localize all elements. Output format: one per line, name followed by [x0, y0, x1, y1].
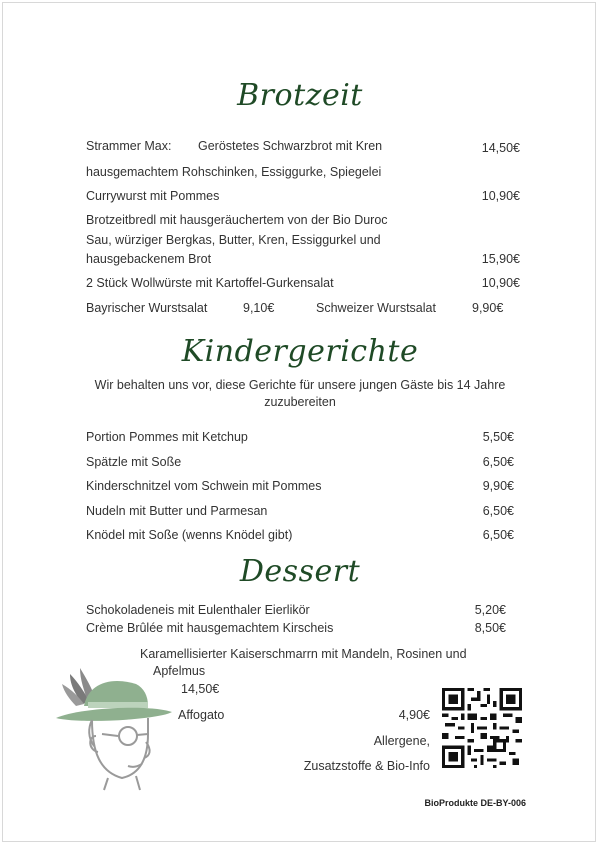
kinder-item-name: Nudeln mit Butter und Parmesan — [86, 504, 268, 518]
kinder-item-price: 9,90€ — [482, 479, 514, 493]
bayrischer-wurstsalat-price: 9,10€ — [243, 301, 275, 315]
affogato-name: Affogato — [178, 708, 225, 722]
schweizer-wurstsalat-name: Schweizer Wurstsalat — [316, 301, 436, 315]
bayrischer-wurstsalat-name: Bayrischer Wurstsalat — [86, 301, 208, 315]
brotzeitbredl-price: 15,90€ — [481, 252, 520, 266]
section-title-kindergerichte: Kindergerichte — [181, 334, 419, 369]
kinder-item-name: Spätzle mit Soße — [86, 455, 182, 469]
kinder-item-name: Kinderschnitzel vom Schwein mit Pommes — [86, 479, 322, 493]
man-with-hat-logo — [48, 662, 176, 792]
currywurst-price: 10,90€ — [481, 189, 520, 203]
strammer-max-desc: Geröstetes Schwarzbrot mit Kren — [198, 139, 383, 153]
allergene-link-line1[interactable]: Allergene, — [373, 734, 430, 748]
allergene-link-line2[interactable]: Zusatzstoffe & Bio-Info — [303, 759, 430, 773]
kinder-item-price: 6,50€ — [482, 504, 514, 518]
wollwurst-price: 10,90€ — [481, 276, 520, 290]
schokoladeneis-name: Schokoladeneis mit Eulenthaler Eierlikör — [86, 603, 310, 617]
strammer-max-price: 14,50€ — [481, 141, 520, 155]
kinder-item-price: 6,50€ — [482, 528, 514, 542]
kindergerichte-note: Wir behalten uns vor, diese Gerichte für unsere jungen Gäste bis 14 Jahre zuzubereiten — [94, 378, 506, 409]
schokoladeneis-price: 5,20€ — [474, 603, 506, 617]
kaiserschmarrn-price: 14,50€ — [181, 682, 220, 696]
currywurst-name: Currywurst mit Pommes — [86, 189, 220, 203]
section-title-brotzeit: Brotzeit — [237, 78, 363, 113]
affogato-price: 4,90€ — [398, 708, 430, 722]
kaiserschmarrn-line1: Karamellisierter Kaiserschmarrn mit Mandeln, Rosinen und — [140, 647, 467, 661]
brotzeitbredl-line1: Brotzeitbredl mit hausgeräuchertem von der Bio Duroc — [86, 213, 388, 227]
kinder-item-price: 6,50€ — [482, 455, 514, 469]
section-title-dessert: Dessert — [239, 554, 361, 589]
creme-brulee-price: 8,50€ — [474, 621, 506, 635]
brotzeitbredl-line3: hausgebackenem Brot — [86, 252, 212, 266]
bio-certification-code: BioProdukte DE-BY-006 — [424, 798, 526, 808]
wollwurst-name: 2 Stück Wollwürste mit Kartoffel-Gurkensalat — [86, 276, 334, 290]
kinder-item-price: 5,50€ — [482, 430, 514, 444]
creme-brulee-name: Crème Brûlée mit hausgemachtem Kirscheis — [86, 621, 334, 635]
brotzeitbredl-line2: Sau, würziger Bergkas, Butter, Kren, Essiggurkel und — [86, 233, 381, 247]
kaiserschmarrn-line2: Apfelmus — [153, 664, 206, 678]
qr-code-icon[interactable] — [442, 688, 522, 768]
strammer-max-label: Strammer Max: — [86, 139, 172, 153]
strammer-max-desc-cont: hausgemachtem Rohschinken, Essiggurke, Spiegelei — [86, 165, 382, 179]
schweizer-wurstsalat-price: 9,90€ — [472, 301, 504, 315]
kinder-item-name: Knödel mit Soße (wenns Knödel gibt) — [86, 528, 293, 542]
kinder-item-name: Portion Pommes mit Ketchup — [86, 430, 248, 444]
